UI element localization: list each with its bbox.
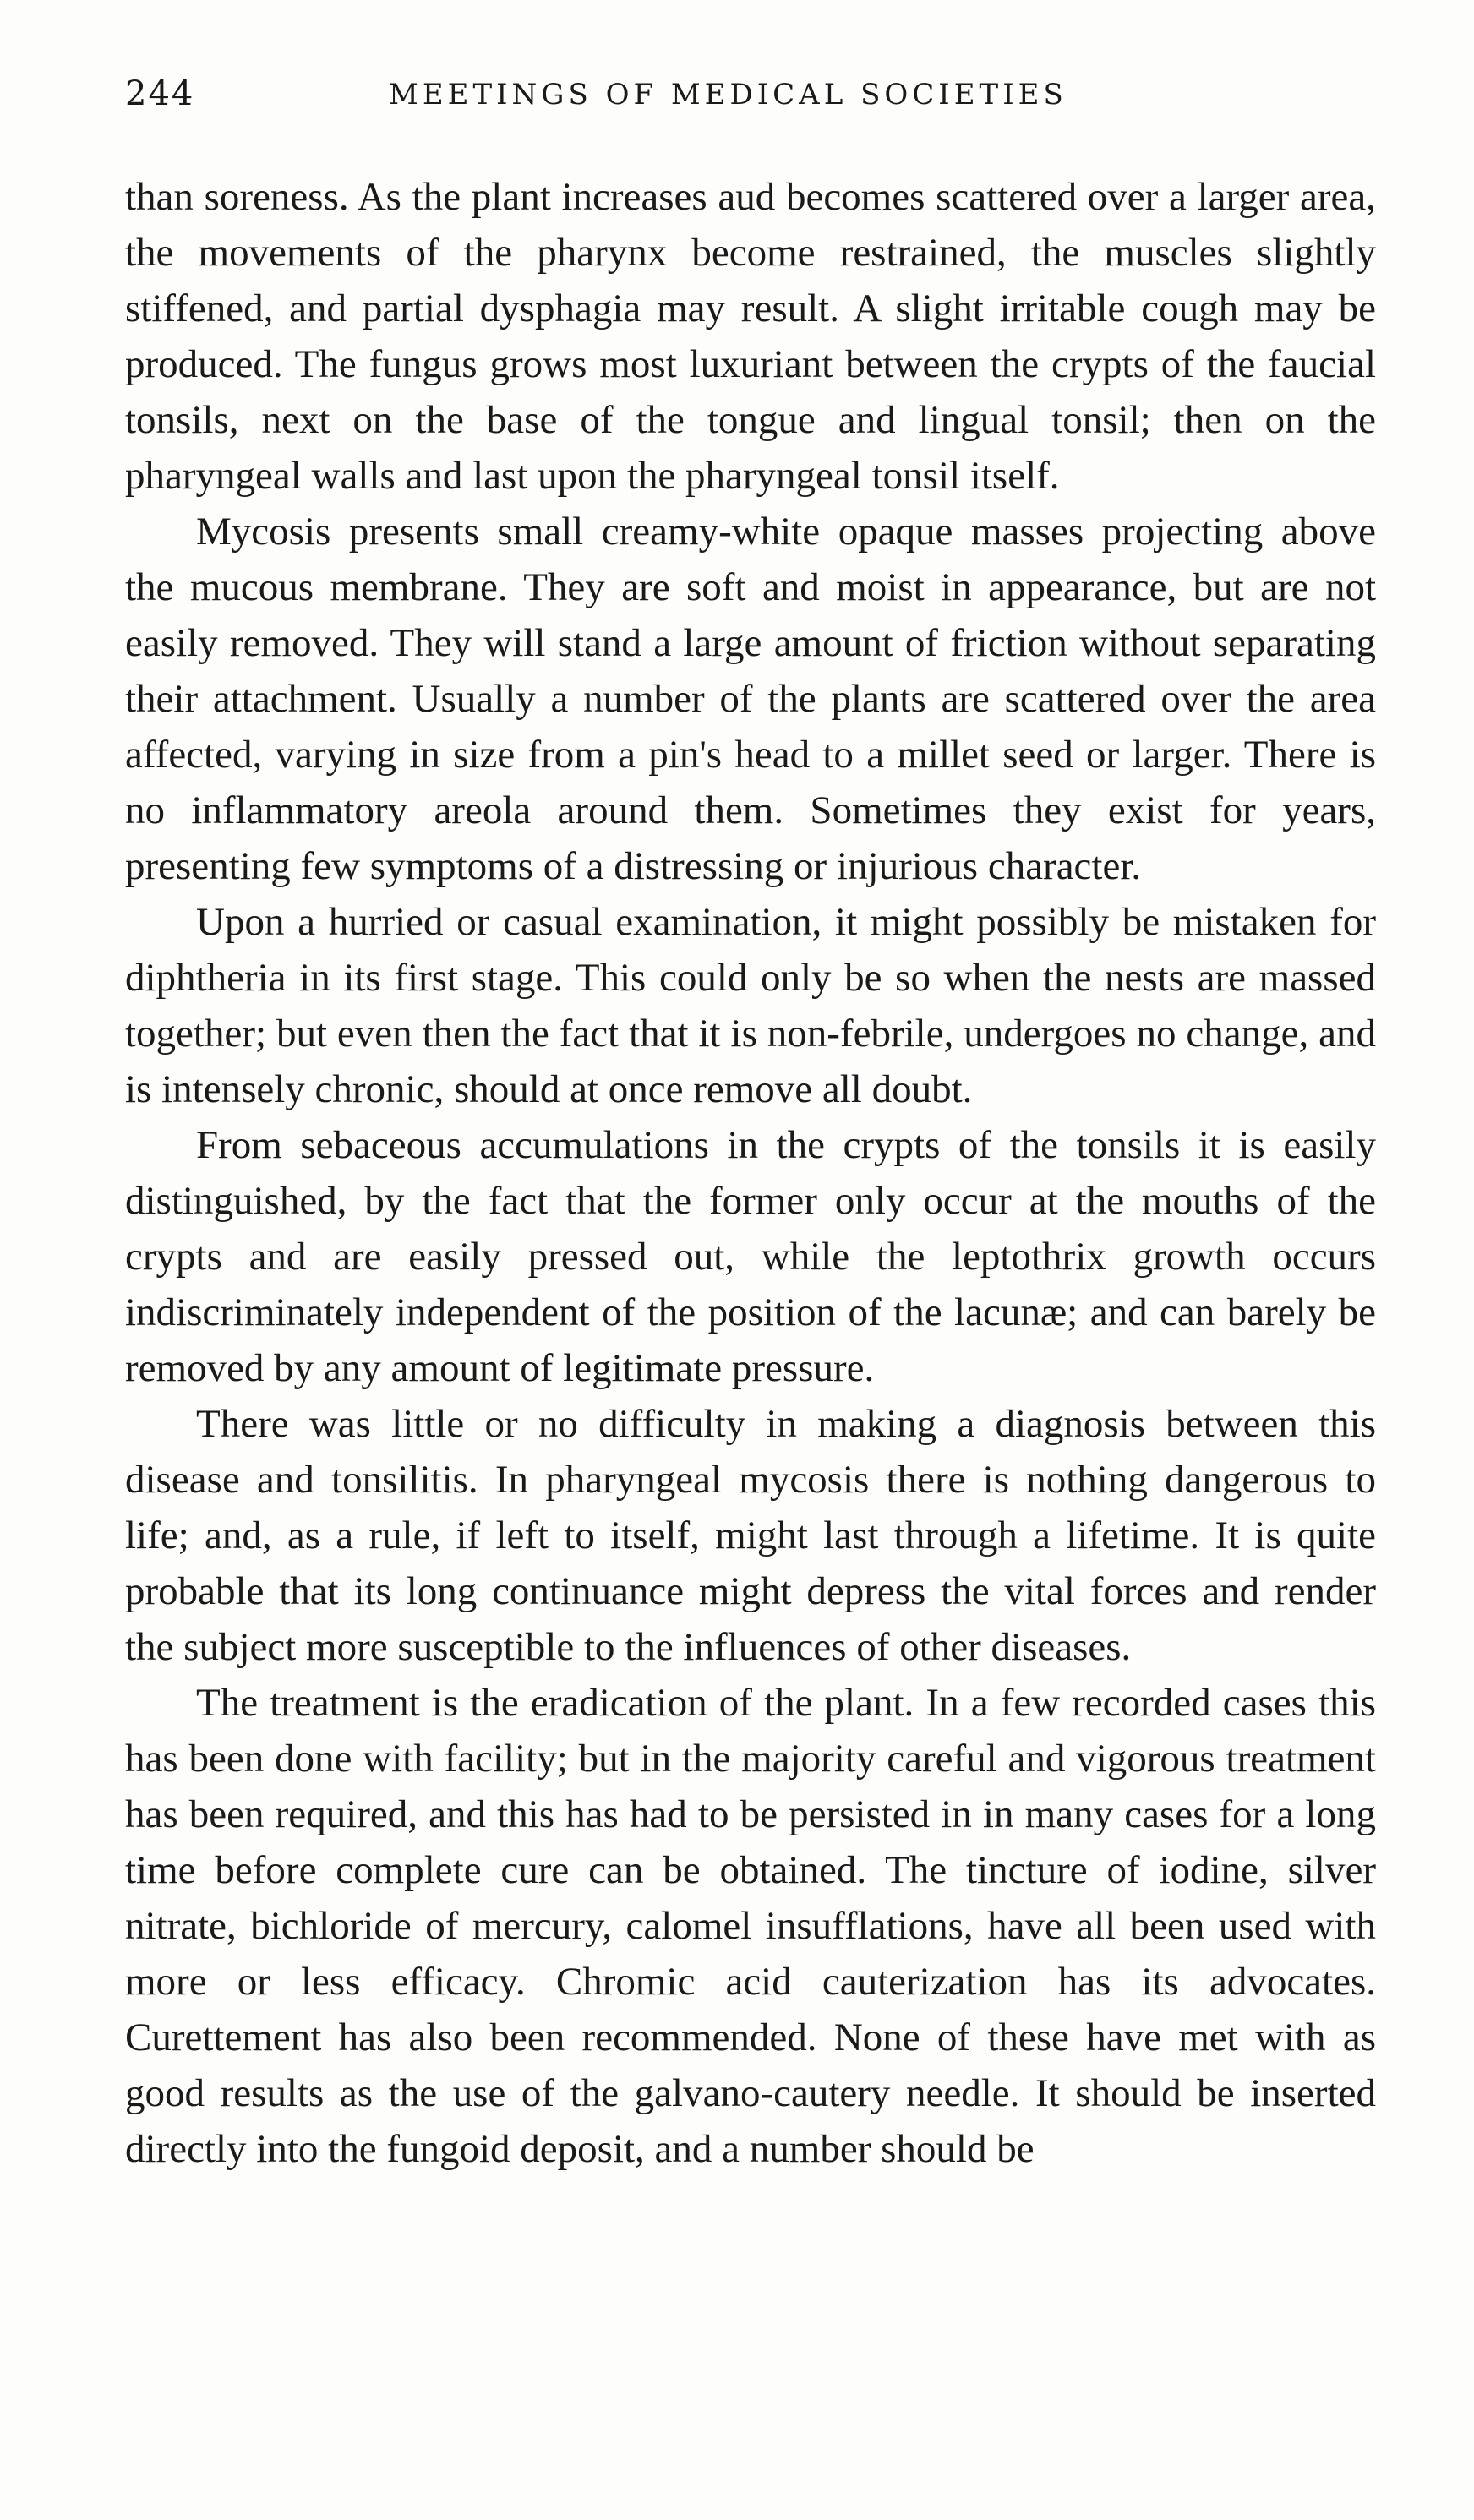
running-title: MEETINGS OF MEDICAL SOCIETIES [389,78,1067,112]
paragraph-tonsilitis-differential: There was little or no difficulty in making a diagnosis between this disease and tonsilitis. In pharyngeal mycosis there is nothing dangerous to life; and, as a rule, if left to itself, might last through a lifetime. It is quite probable that its long continuance might depress the vital forces and render the subject more susceptible to the influences of other diseases. [125,1402,1376,1669]
paragraph-diphtheria-differential: Upon a hurried or casual examination, it might possibly be mistaken for diphtheria in its first stage. This could only be so when the nests are massed together; but even then the fact that it is non-febrile, undergoes no change, and is intensely chronic, should at once remove all doubt. [125,900,1376,1111]
page-number: 244 [125,74,195,113]
paragraph-sebaceous-differential: From sebaceous accumulations in the crypts of the tonsils it is easily distinguished, by the fact that the former only occur at the mouths of the crypts and are easily pressed out, while the leptothrix growth occurs indiscriminately independent of the position of the lacunæ; and can barely be removed by any amount of legitimate pressure. [125,1123,1376,1390]
body-text [125,169,1376,2177]
running-head [125,74,1410,125]
paragraph-continued: than soreness. As the plant increases aud becomes scattered over a larger area, the movements of the pharynx become restrained, the muscles slightly stiffened, and partial dysphagia may result. A slight irritable cough may be produced. The fungus grows most luxuriant between the crypts of the faucial tonsils, next on the base of the tongue and lingual tonsil; then on the pharyngeal walls and last upon the pharyngeal tonsil itself. [125,175,1376,498]
paragraph-mycosis-appearance: Mycosis presents small creamy-white opaque masses projecting above the mucous membrane. They are soft and moist in appearance, but are not easily removed. They will stand a large amount of friction without separating their attachment. Usually a number of the plants are scattered over the area affected, varying in size from a pin's head to a millet seed or larger. There is no inflammatory areola around them. Sometimes they exist for years, presenting few symptoms of a distressing or injurious character. [125,510,1376,888]
paragraph-treatment: The treatment is the eradication of the plant. In a few recorded cases this has been done with facility; but in the majority careful and vigorous treatment has been required, and this has had to be persisted in in many cases for a long time before complete cure can be obtained. The tincture of iodine, silver nitrate, bichloride of mercury, calomel insufflations, have all been used with more or less efficacy. Chromic acid cauterization has its advocates. Curettement has also been recommended. None of these have met with as good results as the use of the galvano-cautery needle. It should be inserted directly into the fungoid deposit, and a number should be [125,1681,1376,2171]
